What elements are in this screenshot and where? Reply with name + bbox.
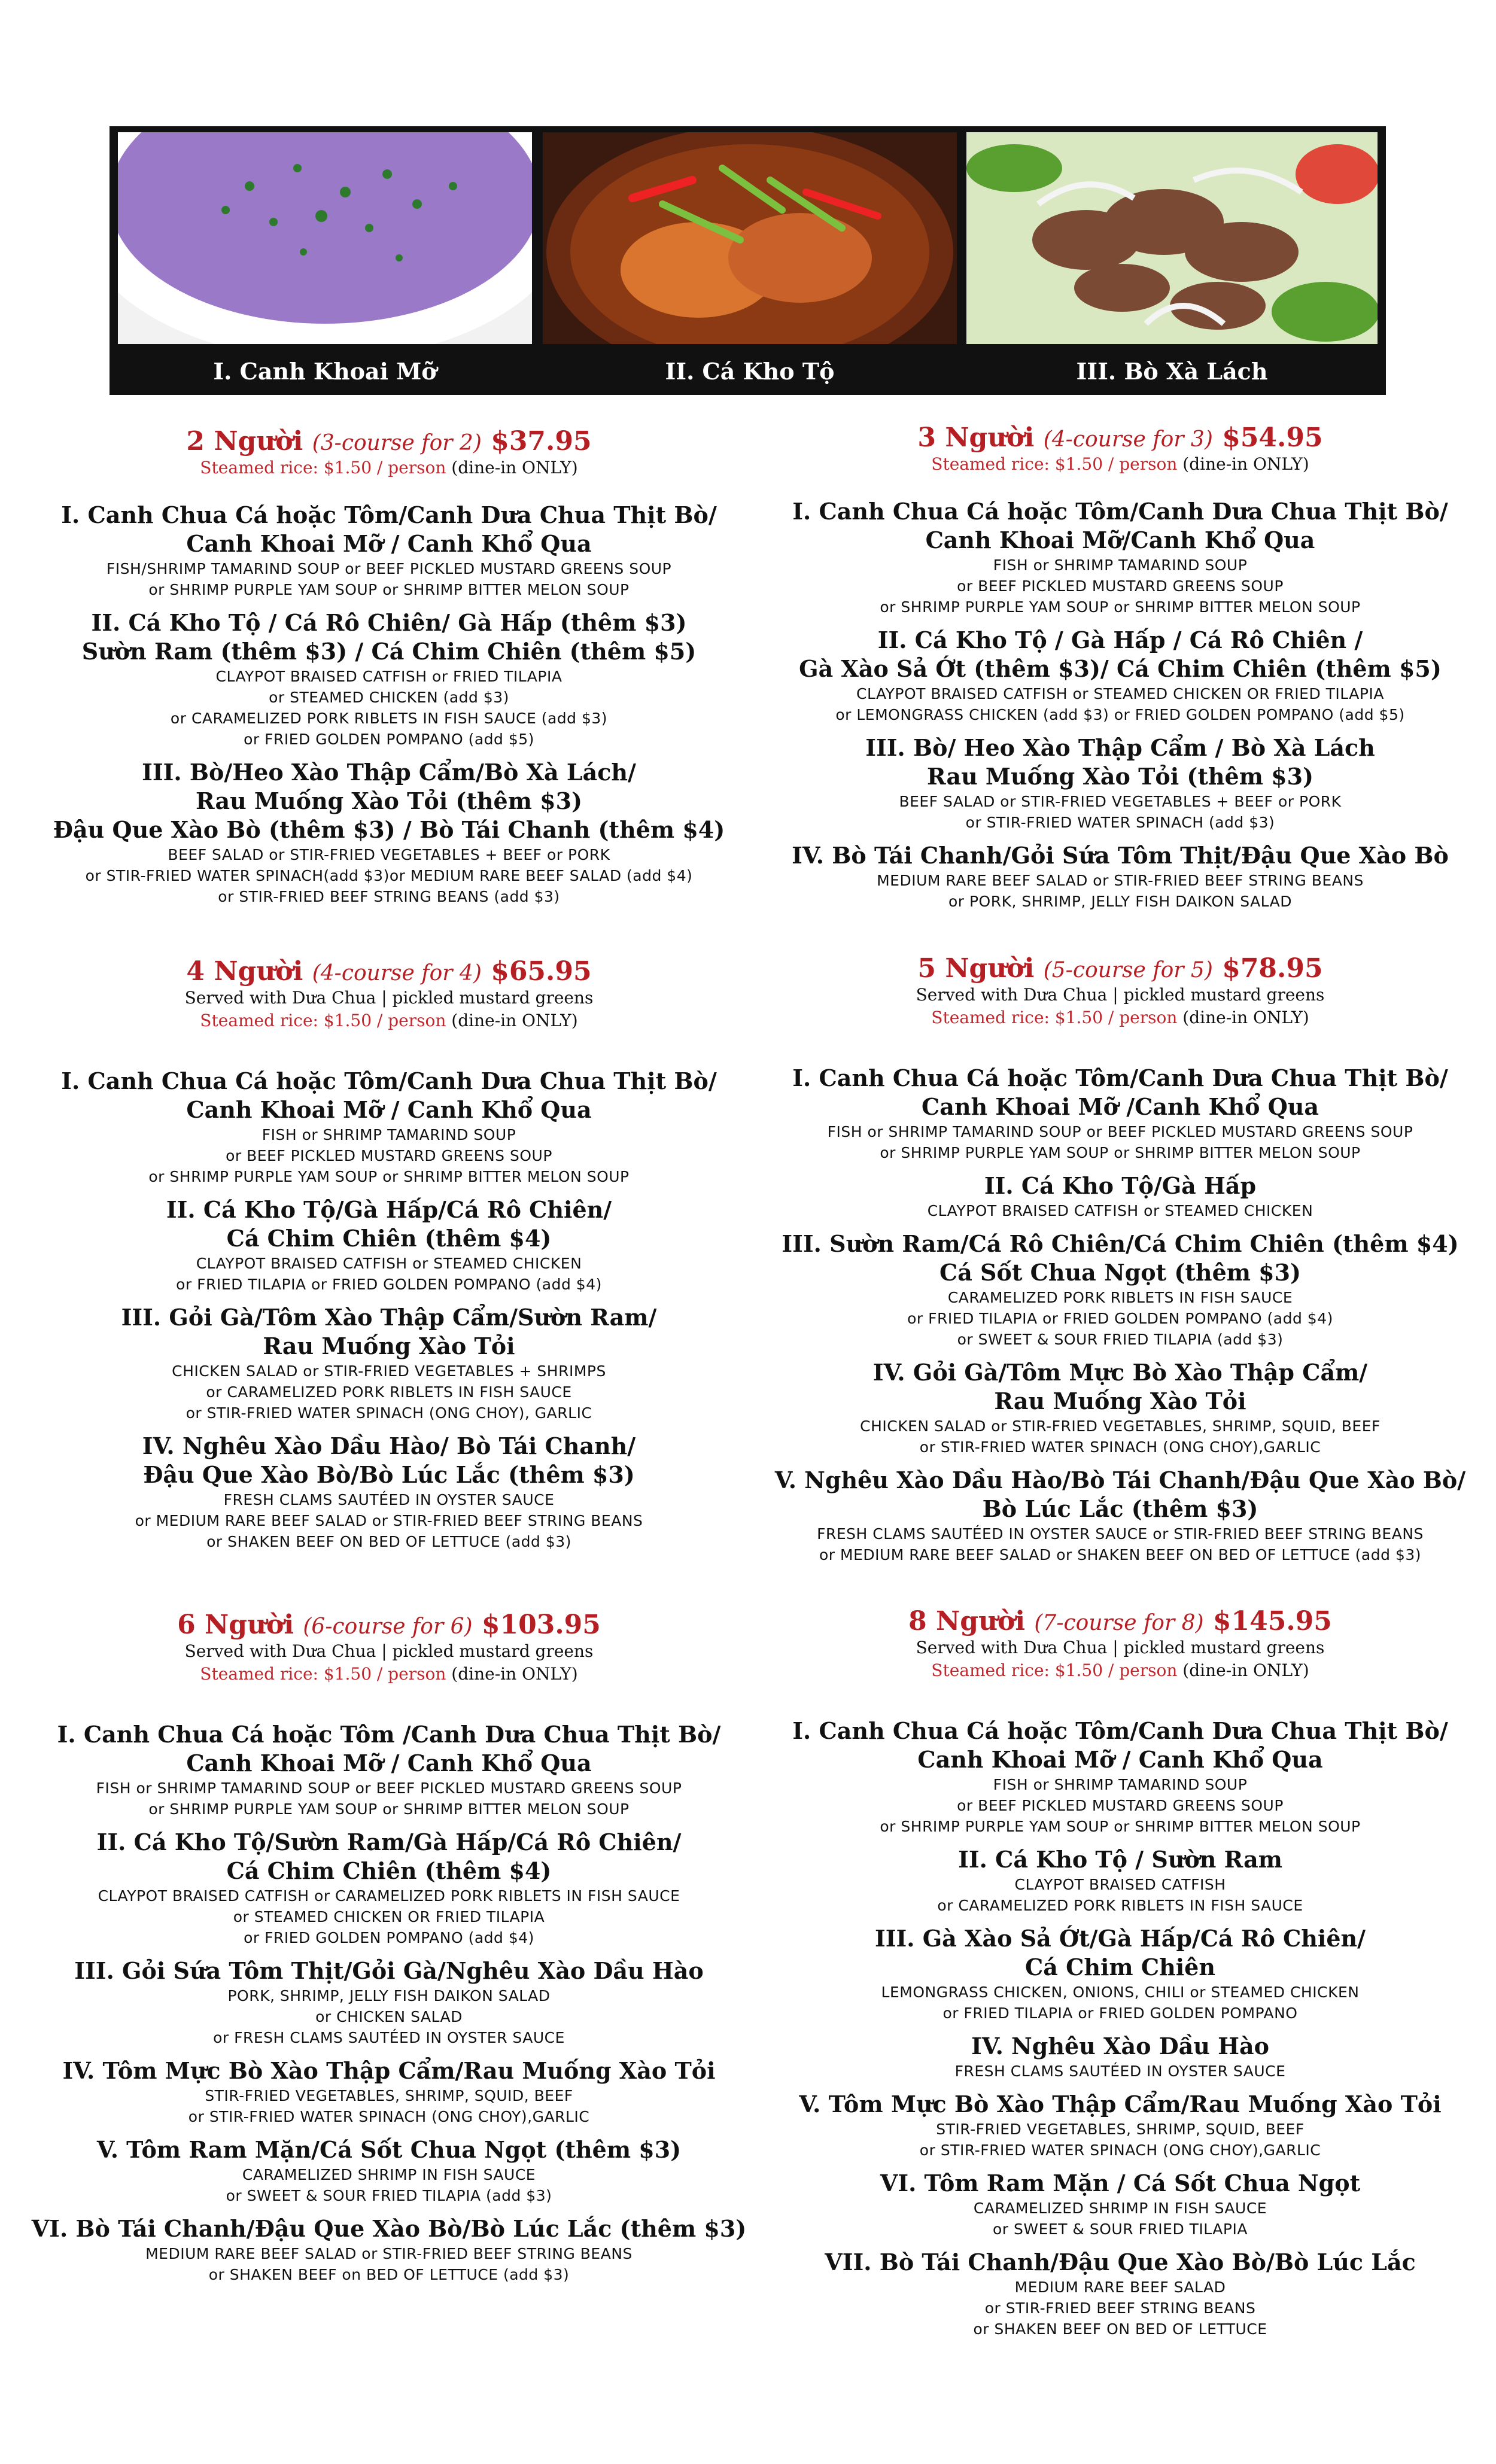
- dish-description-english: or STIR-FRIED WATER SPINACH(add $3)or MEDIUM RARE BEEF SALAD (add $4): [85, 867, 693, 884]
- people-count: 6 Người: [177, 1610, 294, 1640]
- dine-in-note: (dine-in ONLY): [451, 1011, 578, 1030]
- set-price: $145.95: [1212, 1606, 1332, 1636]
- dish-name-vietnamese: III. Gà Xào Sả Ớt/Gà Hấp/Cá Rô Chiên/: [874, 1925, 1366, 1952]
- dish-description-english: FRESH CLAMS SAUTÉED IN OYSTER SAUCE or STIR-FRIED BEEF STRING BEANS: [817, 1525, 1424, 1543]
- dish-description-english: FISH or SHRIMP TAMARIND SOUP: [993, 556, 1248, 574]
- set-price: $78.95: [1222, 953, 1323, 984]
- dish-description-english: or CARAMELIZED PORK RIBLETS IN FISH SAUCE: [937, 1897, 1303, 1914]
- dish-name-vietnamese: IV. Bò Tái Chanh/Gỏi Sứa Tôm Thịt/Đậu Que Xào Bò: [792, 842, 1449, 869]
- dish-name-vietnamese: V. Tôm Ram Mặn/Cá Sốt Chua Ngọt (thêm $3): [96, 2136, 682, 2163]
- dish-description-english: MEDIUM RARE BEEF SALAD or STIR-FRIED BEEF STRING BEANS: [145, 2245, 633, 2262]
- people-count: 8 Người: [908, 1606, 1026, 1636]
- dish-description-english: CLAYPOT BRAISED CATFISH or STEAMED CHICKEN: [196, 1255, 582, 1272]
- photo-purple-yam-soup: [118, 132, 532, 344]
- dish-name-vietnamese: I. Canh Chua Cá hoặc Tôm /Canh Dưa Chua Thịt Bò/: [57, 1721, 721, 1748]
- dish-description-english: FRESH CLAMS SAUTÉED IN OYSTER SAUCE: [223, 1491, 555, 1508]
- course-count: (4-course for 4): [312, 961, 482, 985]
- set-price: $103.95: [481, 1610, 601, 1640]
- dish-name-vietnamese: I. Canh Chua Cá hoặc Tôm/Canh Dưa Chua Thịt Bò/: [61, 501, 717, 528]
- dish-name-vietnamese: Canh Khoai Mỡ/Canh Khổ Qua: [925, 527, 1315, 553]
- section-spacer: [755, 1029, 1485, 1055]
- dish-name-vietnamese: I. Canh Chua Cá hoặc Tôm/Canh Dưa Chua Thịt Bò/: [792, 498, 1448, 525]
- dish-name-vietnamese: Canh Khoai Mỡ / Canh Khổ Qua: [186, 1750, 592, 1776]
- served-with-note: Served with Dưa Chua | pickled mustard greens: [916, 985, 1325, 1005]
- dish-name-vietnamese: IV. Nghêu Xào Dầu Hào/ Bò Tái Chanh/: [142, 1432, 636, 1459]
- section-header: [24, 1610, 754, 1686]
- dish-name-vietnamese: V. Tôm Mực Bò Xào Thập Cẩm/Rau Muống Xào Tỏi: [799, 2091, 1442, 2118]
- dish-description-english: CHICKEN SALAD or STIR-FRIED VEGETABLES + SHRIMPS: [172, 1362, 606, 1380]
- section-title: [755, 1606, 1485, 1636]
- dish-description-english: CLAYPOT BRAISED CATFISH or STEAMED CHICKEN OR FRIED TILAPIA: [856, 685, 1384, 702]
- photo-caption-2: II. Cá Kho Tộ: [665, 358, 835, 385]
- dish-name-vietnamese: II. Cá Kho Tộ / Cá Rô Chiên/ Gà Hấp (thêm $3): [91, 609, 687, 636]
- dish-name-vietnamese: Cá Chim Chiên (thêm $4): [226, 1857, 552, 1884]
- dish-description-english: FISH or SHRIMP TAMARIND SOUP: [262, 1126, 516, 1143]
- menu-course-item: [24, 1957, 754, 2048]
- menu-course-item: [755, 1064, 1485, 1163]
- rice-note: [24, 1009, 754, 1032]
- section-header: [755, 953, 1485, 1029]
- dine-in-note: (dine-in ONLY): [451, 1664, 578, 1684]
- dish-description-english: or MEDIUM RARE BEEF SALAD or SHAKEN BEEF ON BED OF LETTUCE (add $3): [819, 1546, 1422, 1563]
- dish-name-vietnamese: Sườn Ram (thêm $3) / Cá Chim Chiên (thêm $5): [81, 638, 697, 665]
- course-count: (3-course for 2): [312, 431, 482, 455]
- dish-description-english: or FRIED TILAPIA or FRIED GOLDEN POMPANO: [942, 2004, 1298, 2022]
- dish-name-vietnamese: Rau Muống Xào Tỏi: [263, 1333, 515, 1359]
- menu-section-6-people: [24, 1610, 754, 2285]
- dish-name-vietnamese: Cá Sốt Chua Ngọt (thêm $3): [939, 1259, 1302, 1286]
- dine-in-note: (dine-in ONLY): [1182, 1008, 1309, 1027]
- dish-name-vietnamese: Rau Muống Xào Tỏi: [994, 1388, 1246, 1414]
- dish-name-vietnamese: VI. Tôm Ram Mặn / Cá Sốt Chua Ngọt: [880, 2170, 1361, 2197]
- menu-section-5-people: [755, 953, 1485, 1565]
- menu-section-8-people: [755, 1606, 1485, 2340]
- section-title: [755, 953, 1485, 984]
- dish-name-vietnamese: Cá Chim Chiên (thêm $4): [226, 1225, 552, 1252]
- dish-name-vietnamese: Canh Khoai Mỡ / Canh Khổ Qua: [186, 1096, 592, 1123]
- dish-name-vietnamese: II. Cá Kho Tộ/Gà Hấp: [984, 1172, 1257, 1199]
- dish-description-english: or FRIED GOLDEN POMPANO (add $5): [244, 731, 534, 748]
- menu-course-item: [24, 2214, 754, 2285]
- dish-name-vietnamese: Cá Chim Chiên: [1025, 1954, 1215, 1981]
- dish-name-vietnamese: Gà Xào Sả Ớt (thêm $3)/ Cá Chim Chiên (thêm $5): [799, 655, 1442, 682]
- dish-description-english: PORK, SHRIMP, JELLY FISH DAIKON SALAD: [227, 1987, 551, 2004]
- menu-section-3-people: [755, 422, 1485, 912]
- dish-description-english: or FRIED TILAPIA or FRIED GOLDEN POMPANO (add $4): [176, 1276, 602, 1293]
- menu-section-4-people: [24, 956, 754, 1552]
- dine-in-note: (dine-in ONLY): [1182, 454, 1309, 474]
- dish-description-english: or SHRIMP PURPLE YAM SOUP or SHRIMP BITTER MELON SOUP: [148, 1168, 630, 1185]
- dish-description-english: or STEAMED CHICKEN (add $3): [269, 689, 509, 706]
- dish-description-english: FISH/SHRIMP TAMARIND SOUP or BEEF PICKLED MUSTARD GREENS SOUP: [106, 560, 672, 577]
- dish-description-english: or SHRIMP PURPLE YAM SOUP or SHRIMP BITTER MELON SOUP: [880, 1144, 1361, 1161]
- dish-description-english: or FRIED GOLDEN POMPANO (add $4): [244, 1929, 534, 1946]
- menu-course-item: [24, 609, 754, 750]
- dish-name-vietnamese: III. Gỏi Gà/Tôm Xào Thập Cẩm/Sườn Ram/: [121, 1304, 657, 1331]
- section-spacer: [755, 1682, 1485, 1708]
- menu-course-item: [24, 1828, 754, 1948]
- set-price: $37.95: [491, 426, 592, 457]
- menu-course-item: [24, 1196, 754, 1295]
- steamed-rice-price: Steamed rice: $1.50 / person: [931, 454, 1178, 474]
- menu-course-item: [755, 2090, 1485, 2161]
- dish-description-english: or SHAKEN BEEF ON BED OF LETTUCE: [973, 2320, 1267, 2338]
- menu-course-item: [755, 497, 1485, 617]
- menu-course-item: [755, 1466, 1485, 1565]
- dish-description-english: MEDIUM RARE BEEF SALAD or STIR-FRIED BEEF STRING BEANS: [877, 872, 1364, 889]
- dish-description-english: CLAYPOT BRAISED CATFISH: [1014, 1876, 1226, 1893]
- photo-claypot-catfish: [543, 132, 957, 344]
- dish-name-vietnamese: Đậu Que Xào Bò/Bò Lúc Lắc (thêm $3): [143, 1461, 635, 1488]
- people-count: 3 Người: [917, 422, 1035, 453]
- menu-section-2-people: [24, 426, 754, 907]
- dish-description-english: or FRIED TILAPIA or FRIED GOLDEN POMPANO (add $4): [907, 1310, 1333, 1327]
- dish-name-vietnamese: III. Bò/ Heo Xào Thập Cẩm / Bò Xà Lách: [865, 734, 1375, 761]
- dish-name-vietnamese: V. Nghêu Xào Dầu Hào/Bò Tái Chanh/Đậu Que Xào Bò/: [774, 1467, 1466, 1493]
- people-count: 5 Người: [917, 953, 1035, 984]
- dish-description-english: or SHRIMP PURPLE YAM SOUP or SHRIMP BITTER MELON SOUP: [148, 581, 630, 598]
- dish-name-vietnamese: IV. Gỏi Gà/Tôm Mực Bò Xào Thập Cẩm/: [872, 1359, 1368, 1386]
- menu-course-item: [24, 501, 754, 600]
- section-title: [755, 422, 1485, 453]
- dish-description-english: or BEEF PICKLED MUSTARD GREENS SOUP: [226, 1147, 552, 1164]
- menu-course-item: [755, 626, 1485, 725]
- dish-name-vietnamese: Rau Muống Xào Tỏi (thêm $3): [927, 763, 1313, 790]
- menu-course-item: [24, 1067, 754, 1187]
- dish-description-english: or PORK, SHRIMP, JELLY FISH DAIKON SALAD: [948, 893, 1293, 910]
- dish-description-english: FISH or SHRIMP TAMARIND SOUP or BEEF PICKLED MUSTARD GREENS SOUP: [96, 1779, 682, 1797]
- dish-description-english: MEDIUM RARE BEEF SALAD: [1014, 2279, 1226, 2296]
- dish-description-english: CLAYPOT BRAISED CATFISH or FRIED TILAPIA: [215, 668, 562, 685]
- menu-course-item: [755, 1717, 1485, 1837]
- dish-description-english: or STIR-FRIED BEEF STRING BEANS (add $3): [218, 888, 560, 905]
- dish-name-vietnamese: VII. Bò Tái Chanh/Đậu Que Xào Bò/Bò Lúc Lắc: [825, 2249, 1416, 2276]
- dish-name-vietnamese: III. Bò/Heo Xào Thập Cẩm/Bò Xà Lách/: [142, 759, 636, 786]
- dish-description-english: or SHRIMP PURPLE YAM SOUP or SHRIMP BITTER MELON SOUP: [148, 1800, 630, 1818]
- section-spacer: [24, 1032, 754, 1058]
- dish-name-vietnamese: I. Canh Chua Cá hoặc Tôm/Canh Dưa Chua Thịt Bò/: [792, 1717, 1448, 1744]
- course-count: (5-course for 5): [1043, 958, 1213, 982]
- menu-course-item: [755, 734, 1485, 833]
- dish-description-english: or SHRIMP PURPLE YAM SOUP or SHRIMP BITTER MELON SOUP: [880, 598, 1361, 616]
- dish-description-english: or SHAKEN BEEF on BED OF LETTUCE (add $3): [208, 2266, 570, 2283]
- menu-course-item: [755, 2169, 1485, 2240]
- dish-description-english: or BEEF PICKLED MUSTARD GREENS SOUP: [957, 577, 1284, 595]
- section-spacer: [24, 479, 754, 492]
- photo-caption-3: III. Bò Xà Lách: [1076, 358, 1268, 385]
- rice-note: [24, 1663, 754, 1686]
- menu-course-item: [755, 1358, 1485, 1458]
- dish-description-english: or STIR-FRIED WATER SPINACH (ONG CHOY),GARLIC: [188, 2108, 590, 2125]
- menu-course-item: [755, 2032, 1485, 2082]
- section-header: [755, 1606, 1485, 1682]
- dish-description-english: FISH or SHRIMP TAMARIND SOUP or BEEF PICKLED MUSTARD GREENS SOUP: [827, 1123, 1413, 1140]
- dish-description-english: or SWEET & SOUR FRIED TILAPIA: [993, 2220, 1248, 2238]
- dish-name-vietnamese: III. Gỏi Sứa Tôm Thịt/Gỏi Gà/Nghêu Xào Dầu Hào: [74, 1957, 704, 1984]
- rice-note: [755, 453, 1485, 476]
- rice-note: [24, 457, 754, 479]
- served-with-note: Served with Dưa Chua | pickled mustard greens: [184, 1641, 594, 1661]
- dish-name-vietnamese: Đậu Que Xào Bò (thêm $3) / Bò Tái Chanh (thêm $4): [53, 816, 725, 843]
- people-count: 4 Người: [186, 956, 303, 987]
- section-spacer: [755, 476, 1485, 489]
- dish-description-english: LEMONGRASS CHICKEN, ONIONS, CHILI or STEAMED CHICKEN: [881, 1984, 1360, 2001]
- section-header: [24, 956, 754, 1032]
- served-with-note: Served with Dưa Chua | pickled mustard greens: [184, 988, 594, 1008]
- steamed-rice-price: Steamed rice: $1.50 / person: [200, 1011, 446, 1030]
- rice-note: [755, 1006, 1485, 1029]
- menu-course-item: [755, 1924, 1485, 2024]
- dish-name-vietnamese: I. Canh Chua Cá hoặc Tôm/Canh Dưa Chua Thịt Bò/: [61, 1067, 717, 1094]
- dish-description-english: FISH or SHRIMP TAMARIND SOUP: [993, 1776, 1248, 1793]
- menu-course-item: [755, 1172, 1485, 1221]
- course-count: (6-course for 6): [303, 1614, 473, 1639]
- dish-description-english: or STIR-FRIED WATER SPINACH (add $3): [965, 814, 1275, 831]
- dish-description-english: or BEEF PICKLED MUSTARD GREENS SOUP: [957, 1797, 1284, 1814]
- dish-name-vietnamese: Rau Muống Xào Tỏi (thêm $3): [196, 787, 582, 814]
- photo-caption-1: I. Canh Khoai Mỡ: [213, 358, 437, 385]
- menu-course-item: [24, 1720, 754, 1820]
- people-count: 2 Người: [186, 426, 303, 457]
- menu-course-item: [755, 1845, 1485, 1916]
- dine-in-note: (dine-in ONLY): [1182, 1660, 1309, 1680]
- dish-description-english: or MEDIUM RARE BEEF SALAD or STIR-FRIED BEEF STRING BEANS: [135, 1512, 643, 1529]
- dish-name-vietnamese: VI. Bò Tái Chanh/Đậu Que Xào Bò/Bò Lúc Lắc (thêm $3): [31, 2215, 747, 2242]
- steamed-rice-price: Steamed rice: $1.50 / person: [200, 1664, 446, 1684]
- dish-description-english: or STIR-FRIED WATER SPINACH (ONG CHOY), GARLIC: [186, 1404, 592, 1422]
- dish-description-english: STIR-FRIED VEGETABLES, SHRIMP, SQUID, BEEF: [205, 2087, 573, 2104]
- dish-description-english: or SHAKEN BEEF ON BED OF LETTUCE (add $3): [206, 1533, 571, 1550]
- dish-description-english: or CARAMELIZED PORK RIBLETS IN FISH SAUCE: [206, 1383, 572, 1401]
- menu-course-item: [755, 1230, 1485, 1350]
- dish-name-vietnamese: Canh Khoai Mỡ /Canh Khổ Qua: [921, 1093, 1319, 1120]
- steamed-rice-price: Steamed rice: $1.50 / person: [931, 1660, 1178, 1680]
- section-title: [24, 956, 754, 987]
- dish-name-vietnamese: IV. Tôm Mực Bò Xào Thập Cẩm/Rau Muống Xào Tỏi: [62, 2057, 716, 2084]
- dish-name-vietnamese: II. Cá Kho Tộ/Sườn Ram/Gà Hấp/Cá Rô Chiên/: [96, 1829, 682, 1855]
- dish-name-vietnamese: II. Cá Kho Tộ / Sườn Ram: [958, 1846, 1282, 1873]
- dish-name-vietnamese: IV. Nghêu Xào Dầu Hào: [971, 2033, 1270, 2060]
- photo-beef-salad: [966, 132, 1378, 344]
- dish-description-english: CARAMELIZED SHRIMP IN FISH SAUCE: [973, 2200, 1267, 2217]
- section-spacer: [24, 1686, 754, 1712]
- dish-description-english: or SWEET & SOUR FRIED TILAPIA (add $3): [226, 2187, 552, 2204]
- dish-description-english: or SWEET & SOUR FRIED TILAPIA (add $3): [957, 1331, 1284, 1348]
- dish-description-english: CLAYPOT BRAISED CATFISH or CARAMELIZED PORK RIBLETS IN FISH SAUCE: [98, 1887, 680, 1905]
- section-title: [24, 426, 754, 457]
- dish-name-vietnamese: Canh Khoai Mỡ / Canh Khổ Qua: [917, 1746, 1323, 1773]
- dish-description-english: CLAYPOT BRAISED CATFISH or STEAMED CHICKEN: [927, 1202, 1313, 1219]
- section-title: [24, 1610, 754, 1640]
- menu-course-item: [24, 1432, 754, 1552]
- served-with-note: Served with Dưa Chua | pickled mustard greens: [916, 1638, 1325, 1657]
- menu-course-item: [24, 2136, 754, 2206]
- section-header: [24, 426, 754, 479]
- dish-description-english: or STEAMED CHICKEN OR FRIED TILAPIA: [233, 1908, 545, 1925]
- course-count: (4-course for 3): [1043, 427, 1213, 452]
- menu-course-item: [24, 2057, 754, 2127]
- dish-description-english: or STIR-FRIED WATER SPINACH (ONG CHOY),GARLIC: [919, 1438, 1321, 1456]
- dish-description-english: or FRESH CLAMS SAUTÉED IN OYSTER SAUCE: [213, 2029, 565, 2046]
- dish-description-english: or CHICKEN SALAD: [315, 2008, 463, 2025]
- dish-name-vietnamese: II. Cá Kho Tộ / Gà Hấp / Cá Rô Chiên /: [877, 626, 1363, 653]
- dish-description-english: or STIR-FRIED WATER SPINACH (ONG CHOY),GARLIC: [919, 2141, 1321, 2159]
- steamed-rice-price: Steamed rice: $1.50 / person: [931, 1008, 1178, 1027]
- dish-description-english: or SHRIMP PURPLE YAM SOUP or SHRIMP BITTER MELON SOUP: [880, 1818, 1361, 1835]
- dish-description-english: BEEF SALAD or STIR-FRIED VEGETABLES + BEEF or PORK: [899, 793, 1342, 810]
- section-header: [755, 422, 1485, 476]
- rice-note: [755, 1659, 1485, 1682]
- dish-description-english: or STIR-FRIED BEEF STRING BEANS: [984, 2299, 1256, 2317]
- dish-description-english: CHICKEN SALAD or STIR-FRIED VEGETABLES, SHRIMP, SQUID, BEEF: [860, 1417, 1381, 1435]
- dish-description-english: BEEF SALAD or STIR-FRIED VEGETABLES + BEEF or PORK: [168, 846, 610, 863]
- dish-name-vietnamese: II. Cá Kho Tộ/Gà Hấp/Cá Rô Chiên/: [166, 1196, 612, 1223]
- dish-name-vietnamese: I. Canh Chua Cá hoặc Tôm/Canh Dưa Chua Thịt Bò/: [792, 1064, 1448, 1091]
- dish-description-english: CARAMELIZED SHRIMP IN FISH SAUCE: [242, 2166, 536, 2183]
- dine-in-note: (dine-in ONLY): [451, 458, 578, 477]
- dish-description-english: STIR-FRIED VEGETABLES, SHRIMP, SQUID, BEEF: [936, 2121, 1305, 2138]
- set-price: $65.95: [491, 956, 592, 987]
- dish-name-vietnamese: Canh Khoai Mỡ / Canh Khổ Qua: [186, 530, 592, 557]
- course-count: (7-course for 8): [1034, 1611, 1204, 1635]
- menu-course-item: [755, 841, 1485, 912]
- dish-description-english: or CARAMELIZED PORK RIBLETS IN FISH SAUCE (add $3): [170, 710, 608, 727]
- menu-course-item: [24, 758, 754, 907]
- dish-description-english: FRESH CLAMS SAUTÉED IN OYSTER SAUCE: [954, 2063, 1286, 2080]
- steamed-rice-price: Steamed rice: $1.50 / person: [200, 458, 446, 477]
- set-price: $54.95: [1222, 422, 1323, 453]
- menu-course-item: [24, 1303, 754, 1423]
- menu-course-item: [755, 2248, 1485, 2340]
- dish-description-english: or LEMONGRASS CHICKEN (add $3) or FRIED GOLDEN POMPANO (add $5): [835, 706, 1405, 723]
- photo-bar: [110, 126, 1386, 395]
- dish-description-english: CARAMELIZED PORK RIBLETS IN FISH SAUCE: [947, 1289, 1293, 1306]
- dish-name-vietnamese: Bò Lúc Lắc (thêm $3): [982, 1495, 1258, 1522]
- dish-name-vietnamese: III. Sườn Ram/Cá Rô Chiên/Cá Chim Chiên (thêm $4): [782, 1230, 1459, 1257]
